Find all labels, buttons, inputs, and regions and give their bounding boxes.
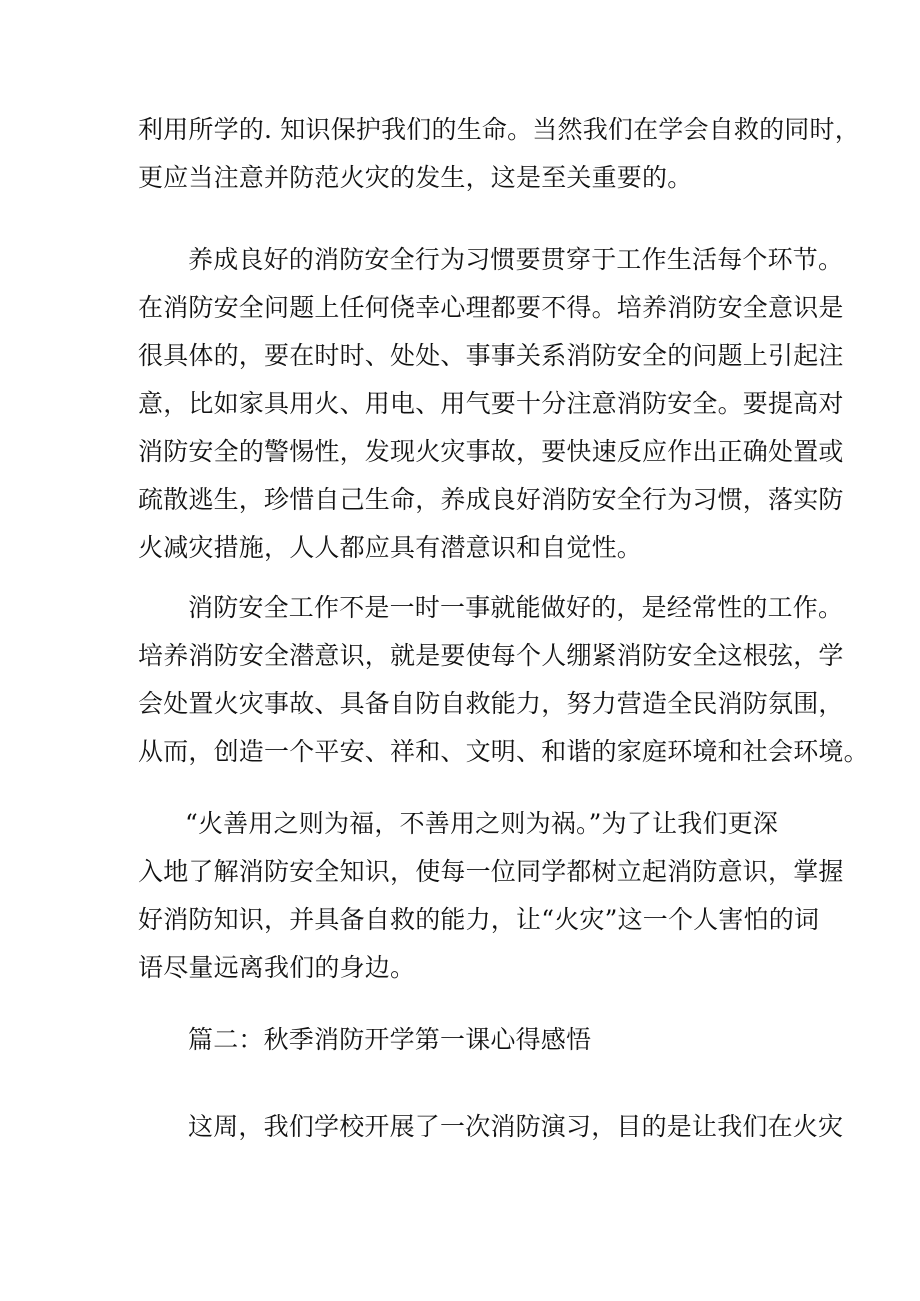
- paragraph-line: 很具体的，要在时时、处处、事事关系消防安全的问题上引起注: [138, 341, 844, 370]
- paragraph-line: 火减灾措施，人人都应具有潜意识和自觉性。: [138, 533, 643, 562]
- paragraph-line: 意，比如家具用火、用电、用气要十分注意消防安全。要提高对: [138, 389, 844, 418]
- paragraph-line: 会处置火灾事故、具备自防自救能力，努力营造全民消防氛围，: [138, 689, 844, 718]
- paragraph-line: 在消防安全问题上任何侥幸心理都要不得。培养消防安全意识是: [138, 293, 844, 322]
- section-title: 篇二：秋季消防开学第一课心得感悟: [188, 1025, 592, 1054]
- paragraph-3: [138, 584, 869, 776]
- paragraph-line: 培养消防安全潜意识，就是要使每个人绷紧消防安全这根弦，学: [138, 641, 844, 670]
- paragraph-line: 从而，创造一个平安、祥和、文明、和谐的家庭环境和社会环境。: [138, 737, 869, 766]
- section-heading: [138, 1016, 798, 1064]
- paragraph-line: 好消防知识，并具备自救的能力，让“火灾”这一个人害怕的词: [138, 905, 820, 934]
- paragraph-2: [138, 236, 844, 572]
- paragraph-1: [138, 106, 860, 202]
- paragraph-line: 消防安全的警惕性，发现火灾事故，要快速反应作出正确处置或: [138, 437, 844, 466]
- paragraph-4: [138, 800, 844, 992]
- paragraph-5: [138, 1103, 844, 1151]
- paragraph-line: 更应当注意并防范火灾的发生，这是至关重要的。: [138, 163, 693, 192]
- paragraph-line: 利用所学的. 知识保护我们的生命。当然我们在学会自救的同时，: [138, 115, 860, 144]
- paragraph-line: “火善用之则为福，不善用之则为祸。”为了让我们更深: [185, 809, 779, 838]
- paragraph-line: 消防安全工作不是一时一事就能做好的，是经常性的工作。: [188, 593, 844, 622]
- paragraph-line: 疏散逃生，珍惜自己生命，养成良好消防安全行为习惯，落实防: [138, 485, 844, 514]
- paragraph-line: 这周，我们学校开展了一次消防演习，目的是让我们在火灾: [188, 1112, 844, 1141]
- paragraph-line: 入地了解消防安全知识，使每一位同学都树立起消防意识，掌握: [138, 857, 844, 886]
- paragraph-line: 语尽量远离我们的身边。: [138, 953, 416, 982]
- paragraph-line: 养成良好的消防安全行为习惯要贯穿于工作生活每个环节。: [188, 245, 844, 274]
